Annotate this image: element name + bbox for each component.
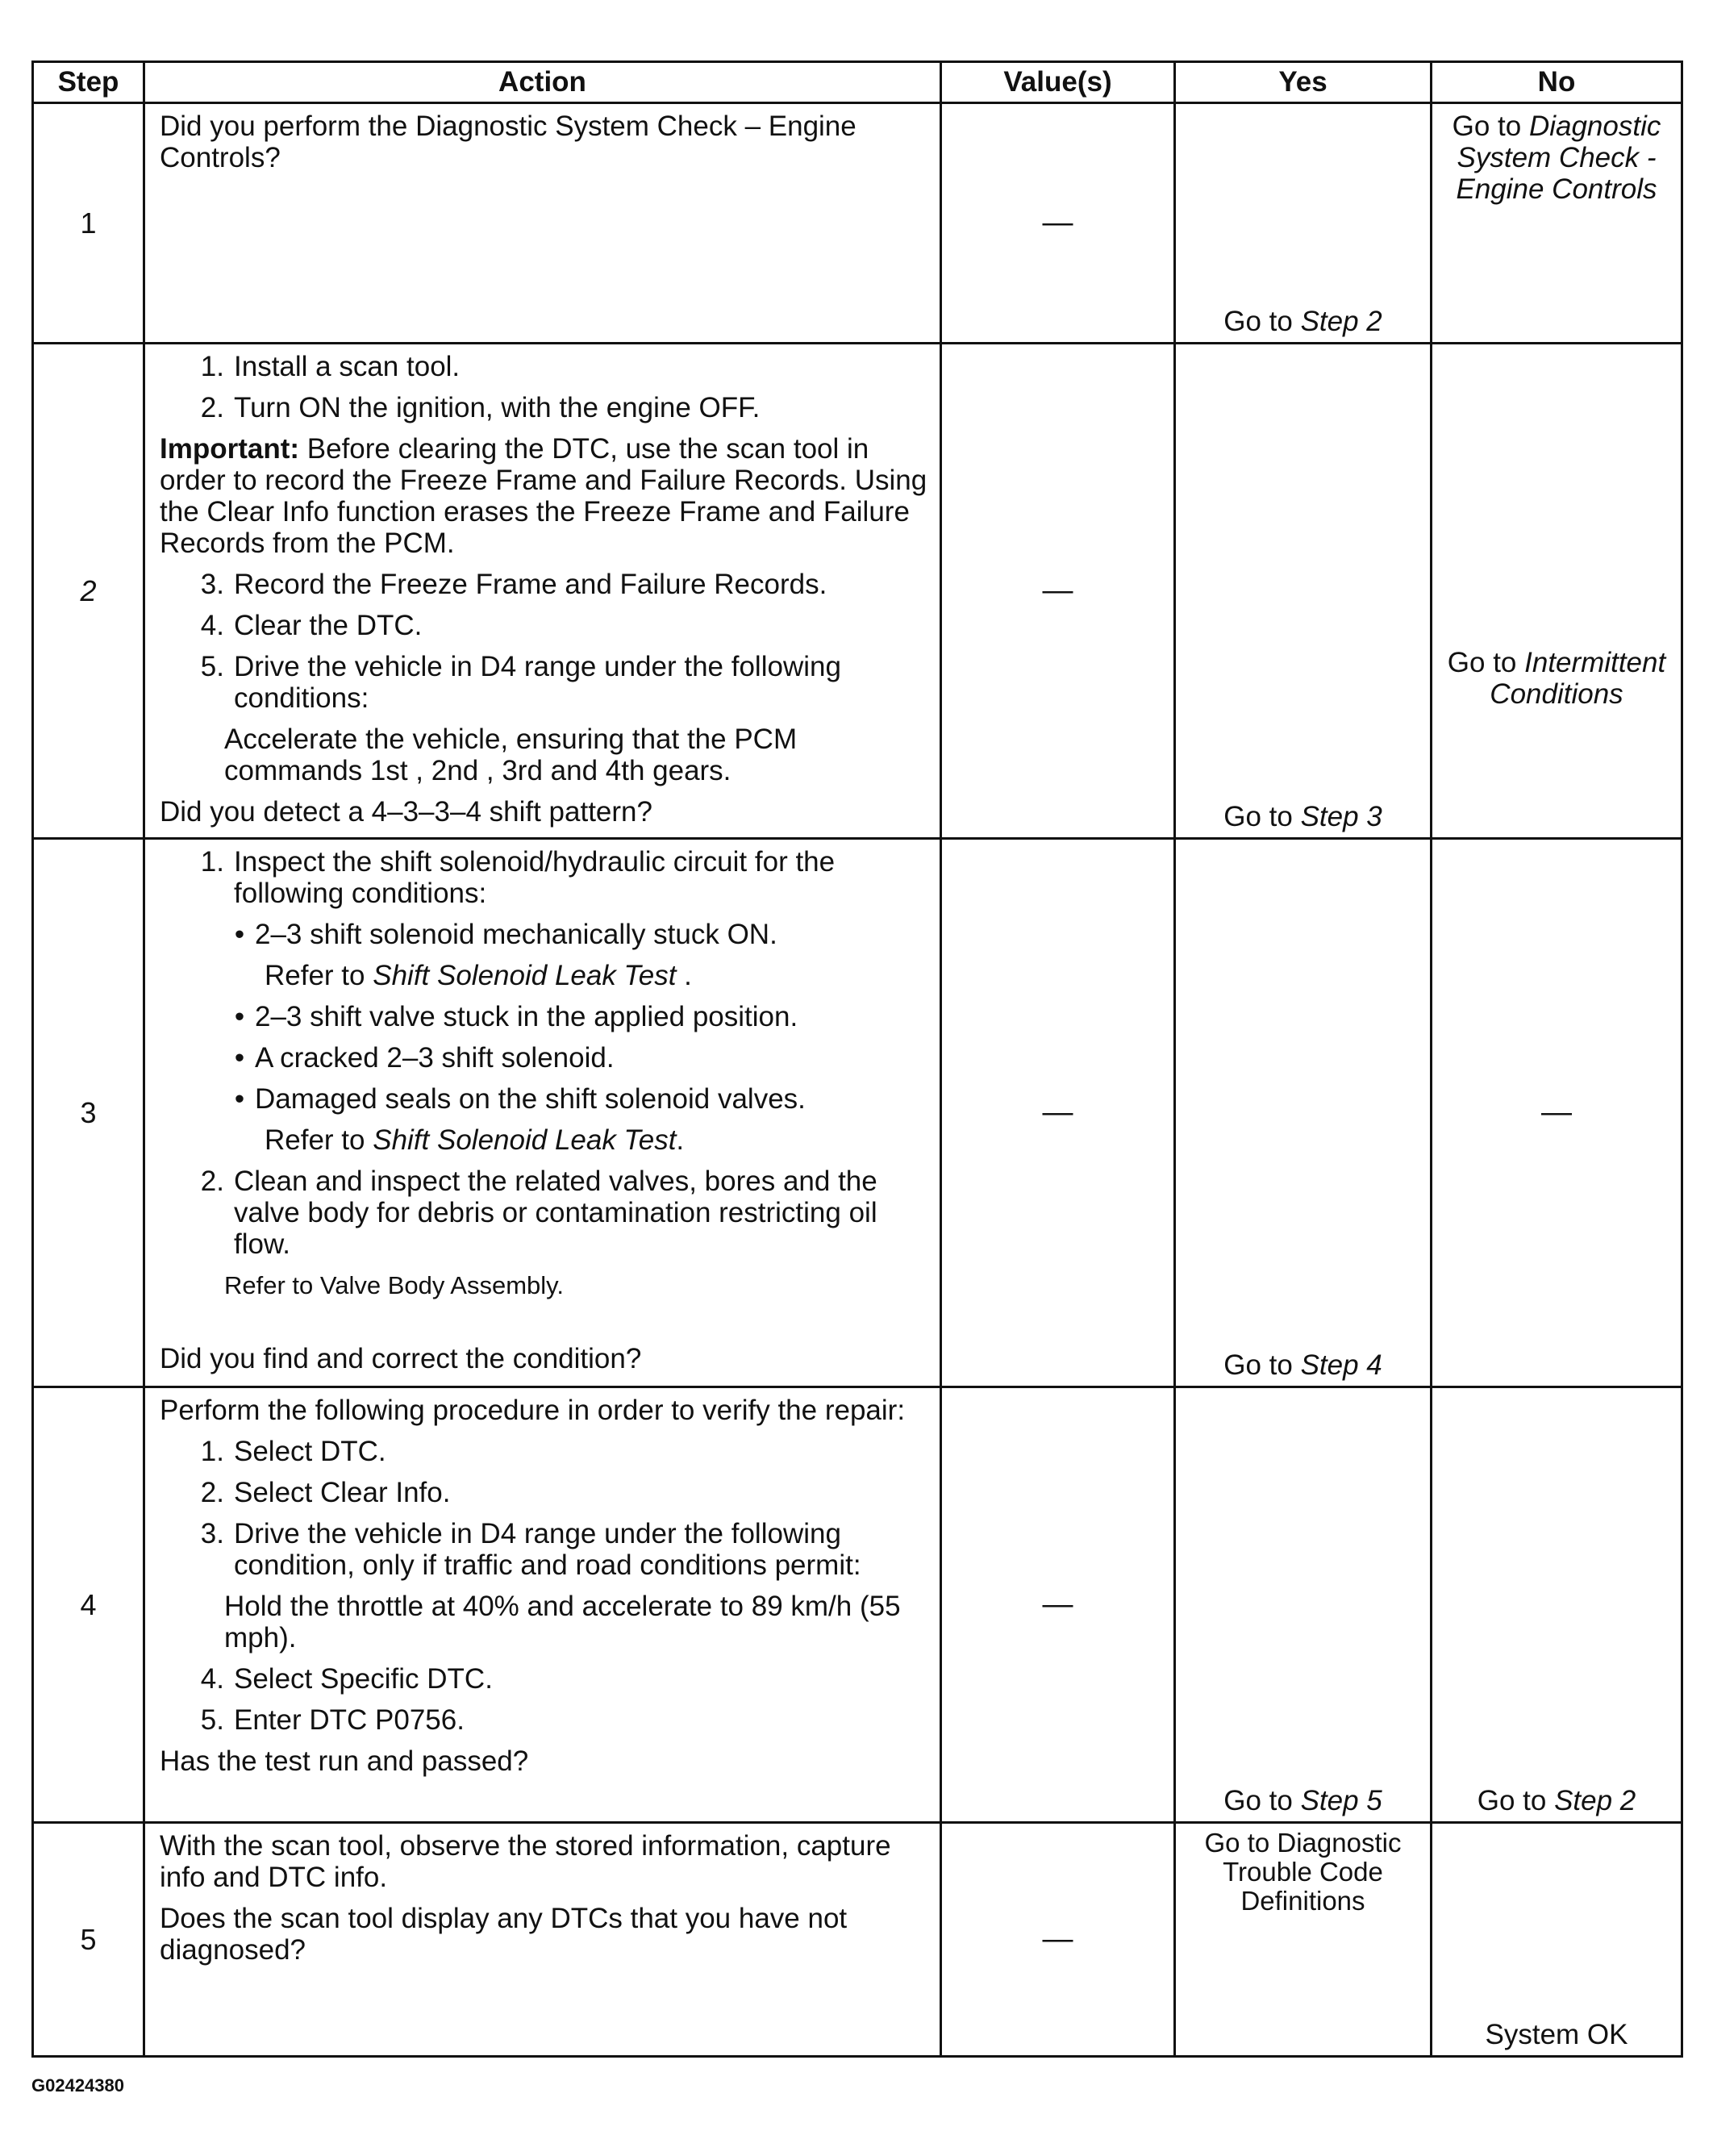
no-cell [1432,1823,1682,2057]
list-item: 3. Drive the vehicle in D4 range under the following condition, only if traffic and road conditions permit: [200,1518,861,1581]
action-cell [144,839,941,1387]
bullet-item: • Damaged seals on the shift solenoid valves. [234,1083,806,1115]
table-row-step-5 [33,1823,1682,2057]
yes-action: Go to Step 3 [1223,801,1382,832]
list-item: 5. Enter DTC P0756. [200,1704,465,1736]
list-item: 4. Clear the DTC. [200,610,423,641]
list-item: 1. Inspect the shift solenoid/hydraulic circuit for the following conditions: [200,846,836,909]
value-cell: — [941,1823,1175,2057]
yes-action: Go to Step 4 [1223,1349,1382,1381]
header-row [33,62,1682,103]
table-row-step-1 [33,103,1682,344]
procedure-intro: Perform the following procedure in order to verify the repair: [160,1395,906,1426]
action-question: Does the scan tool display any DTCs that you have not diagnosed? [160,1903,848,1966]
bullet-item: • 2–3 shift valve stuck in the applied position. [234,1001,798,1032]
value-cell: — [941,103,1175,344]
yes-action: Go to Step 5 [1223,1785,1382,1816]
list-item: 3. Record the Freeze Frame and Failure Records. [200,569,827,600]
step-link[interactable]: Step 5 [1300,1785,1382,1816]
sub-instruction: Hold the throttle at 40% and accelerate to 89 km/h (55 mph). [224,1591,901,1653]
header-yes: Yes [1175,62,1432,103]
step-number: 3 [33,839,144,1387]
table-row-step-4 [33,1387,1682,1823]
action-cell [144,103,941,344]
diagnostic-check-link[interactable]: Diagnostic System Check - Engine Controls [1456,111,1661,205]
action-cell [144,1823,941,2057]
no-action: System OK [1485,2019,1628,2050]
step-link[interactable]: Step 3 [1300,801,1382,832]
bullet-item: • A cracked 2–3 shift solenoid. [234,1042,615,1074]
step-number: 4 [33,1387,144,1823]
no-action: Go to Step 2 [1477,1785,1636,1816]
reference-line: Refer to Shift Solenoid Leak Test . [265,960,692,991]
list-item: 1. Select DTC. [200,1436,386,1467]
yes-cell [1175,839,1432,1387]
action-question: Did you detect a 4–3–3–4 shift pattern? [160,796,652,828]
dtc-definitions-link[interactable]: Go to Diagnostic Trouble Code Definitions [1204,1828,1402,1916]
list-item: 5. Drive the vehicle in D4 range under the following conditions: [200,651,841,714]
yes-cell [1175,344,1432,839]
value-cell: — [941,1387,1175,1823]
header-no: No [1432,62,1682,103]
step-number: 2 [33,344,144,839]
list-item: 2. Turn ON the ignition, with the engine OFF. [200,392,761,423]
no-cell [1432,1387,1682,1823]
action-text: With the scan tool, observe the stored information, capture info and DTC info. [160,1830,891,1893]
value-cell: — [941,344,1175,839]
yes-cell [1175,1823,1432,2057]
list-item: 1. Install a scan tool. [200,351,461,382]
shift-solenoid-leak-test-link[interactable]: Shift Solenoid Leak Test [373,1124,677,1156]
no-action: Go to Diagnostic System Check - Engine Controls [1452,111,1661,205]
intermittent-conditions-link[interactable]: Intermittent Conditions [1490,647,1666,710]
table-row-step-3 [33,839,1682,1387]
yes-action: Go to Step 2 [1223,306,1382,337]
step-number: 5 [33,1823,144,2057]
value-cell: — [941,839,1175,1387]
action-cell [144,344,941,839]
list-item: 2. Select Clear Info. [200,1477,451,1508]
step-link[interactable]: Step 2 [1300,306,1382,337]
step-number: 1 [33,103,144,344]
no-action: Go to Intermittent Conditions [1447,647,1666,710]
yes-cell [1175,1387,1432,1823]
step-link[interactable]: Step 2 [1554,1785,1636,1816]
table-row-step-2 [33,344,1682,839]
action-question: Did you perform the Diagnostic System Check – Engine Controls? [160,111,856,173]
no-cell [1432,103,1682,344]
reference-line: Refer to Shift Solenoid Leak Test. [265,1124,685,1156]
header-values: Value(s) [941,62,1175,103]
shift-solenoid-leak-test-link[interactable]: Shift Solenoid Leak Test [373,960,677,991]
figure-id: G02424380 [31,2075,124,2096]
reference-line: Refer to Valve Body Assembly. [224,1271,564,1299]
no-cell: — [1432,839,1682,1387]
diagnostic-table [31,60,1683,2058]
sub-instruction: Accelerate the vehicle, ensuring that the PCM commands 1st , 2nd , 3rd and 4th gears. [224,724,798,786]
yes-cell [1175,103,1432,344]
action-question: Did you find and correct the condition? [160,1343,642,1374]
action-cell [144,1387,941,1823]
important-note: Important: Before clearing the DTC, use the scan tool in order to record the Freeze Frame and Failure Records. Using the Clear Info function erases the Freeze Frame and Failure Records from the PCM. [160,433,927,559]
header-step: Step [33,62,144,103]
list-item: 2. Clean and inspect the related valves, bores and the valve body for debris or contamination restricting oil flow. [200,1166,877,1260]
list-item: 4. Select Specific DTC. [200,1663,493,1695]
action-question: Has the test run and passed? [160,1745,529,1777]
no-cell [1432,344,1682,839]
step-link[interactable]: Step 4 [1300,1349,1382,1381]
header-action: Action [144,62,941,103]
bullet-item: • 2–3 shift solenoid mechanically stuck ON. [234,919,777,950]
